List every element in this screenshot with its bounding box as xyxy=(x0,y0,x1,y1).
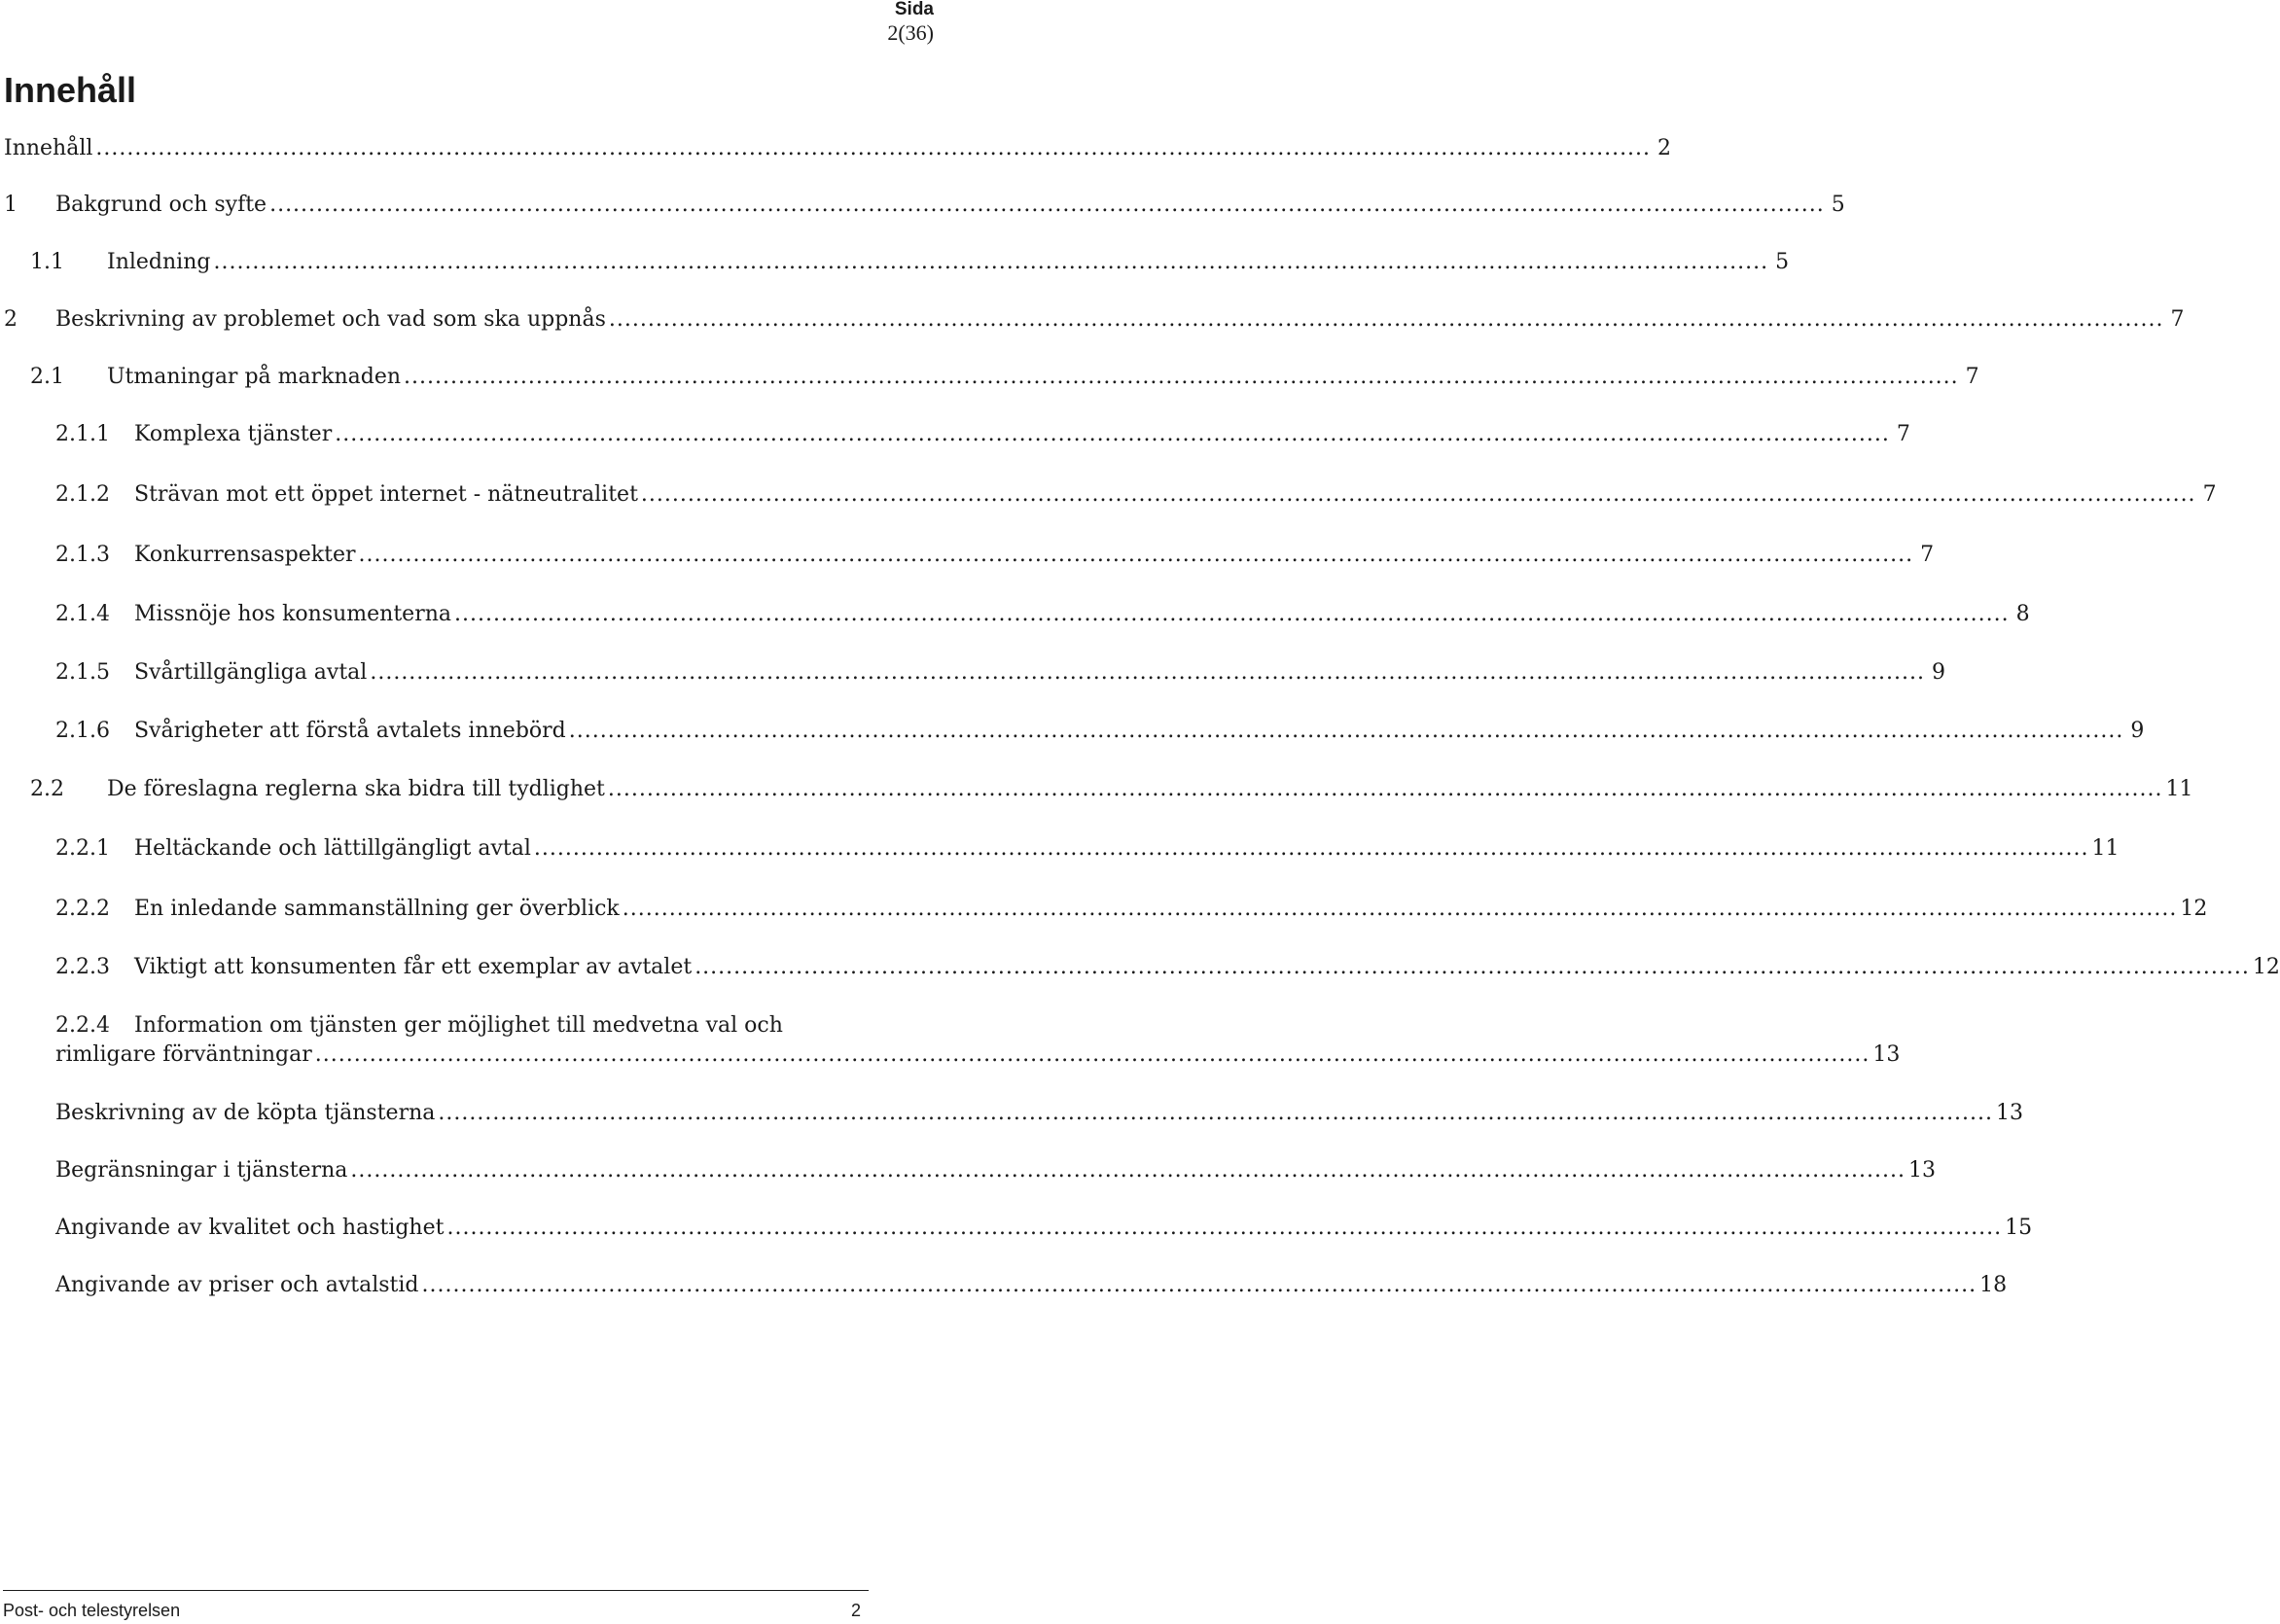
toc-leader-dots: ........................................................................................................................................................................................................ xyxy=(314,1042,1870,1067)
toc-entry-text: Svårtillgängliga avtal xyxy=(134,660,368,685)
toc-leader-dots: ........................................................................................................................................................................................................ xyxy=(454,602,2010,626)
toc-entry-text: Komplexa tjänster xyxy=(134,422,333,446)
toc-leader-dots: ........................................................................................................................................................................................................ xyxy=(350,1158,1906,1183)
toc-entry-text: Innehåll xyxy=(4,136,93,160)
toc-entry-page: 2 xyxy=(1657,136,1672,160)
toc-leader-dots: ........................................................................................................................................................................................................ xyxy=(695,955,2250,979)
toc-entry-text: Svårigheter att förstå avtalets innebörd xyxy=(134,719,566,743)
toc-entry-page: 11 xyxy=(2165,777,2193,801)
toc-entry-number: 1.1 xyxy=(30,250,64,274)
toc-entry-page: 5 xyxy=(1775,250,1790,274)
page-label: Sida xyxy=(894,0,934,19)
toc-entry-text: De föreslagna reglerna ska bidra till tydlighet xyxy=(107,777,605,801)
toc-entry-page: 12 xyxy=(2180,897,2208,921)
toc-entry-number: 2.1.5 xyxy=(55,660,110,685)
toc-leader-dots: ........................................................................................................................................................................................................ xyxy=(95,136,1652,160)
toc-entry-text: Information om tjänsten ger möjlighet till medvetna val och xyxy=(134,1013,783,1038)
toc-entry-number: 2.1.2 xyxy=(55,482,110,507)
toc-entry-page: 13 xyxy=(1996,1101,2024,1125)
toc-entry-page: 5 xyxy=(1831,193,1845,217)
toc-entry-text: Strävan mot ett öppet internet - nätneutralitet xyxy=(134,482,638,507)
page-number: 2(36) xyxy=(887,20,934,45)
toc-leader-dots: ........................................................................................................................................................................................................ xyxy=(213,250,1769,274)
toc-entry-number: 1 xyxy=(4,193,18,217)
toc-entry-page: 18 xyxy=(1979,1273,2008,1297)
toc-leader-dots: ........................................................................................................................................................................................................ xyxy=(269,193,1825,217)
toc-leader-dots: ........................................................................................................................................................................................................ xyxy=(568,719,2124,743)
toc-entry-page: 7 xyxy=(1896,422,1910,446)
toc-entry-text-continuation: rimligare förväntningar xyxy=(55,1042,312,1067)
toc-leader-dots: ........................................................................................................................................................................................................ xyxy=(622,897,2178,921)
toc-entry-text: Utmaningar på marknaden xyxy=(107,365,402,389)
toc-leader-dots: ........................................................................................................................................................................................................ xyxy=(608,307,2164,332)
toc-entry-page: 11 xyxy=(2091,836,2120,861)
toc-entry-page: 8 xyxy=(2015,602,2030,626)
toc-entry-text: Angivande av kvalitet och hastighet xyxy=(55,1216,445,1240)
toc-entry-number: 2 xyxy=(4,307,18,332)
page-title: Innehåll xyxy=(4,70,137,110)
footer-page-number: 2 xyxy=(851,1601,862,1620)
toc-leader-dots: ........................................................................................................................................................................................................ xyxy=(358,543,1914,567)
toc-entry-page: 12 xyxy=(2252,955,2280,979)
toc-leader-dots: ........................................................................................................................................................................................................ xyxy=(370,660,1925,685)
toc-entry-number: 2.1.1 xyxy=(55,422,110,446)
toc-entry-text: Angivande av priser och avtalstid xyxy=(55,1273,419,1297)
toc-entry-page: 7 xyxy=(1965,365,1979,389)
toc-leader-dots: ........................................................................................................................................................................................................ xyxy=(404,365,1959,389)
toc-entry-number: 2.1 xyxy=(30,365,64,389)
toc-leader-dots: ........................................................................................................................................................................................................ xyxy=(640,482,2196,507)
toc-entry-number: 2.2.4 xyxy=(55,1013,110,1038)
toc-entry-number: 2.2.3 xyxy=(55,955,110,979)
toc-entry-text: Bakgrund och syfte xyxy=(55,193,267,217)
toc-entry-text: Konkurrensaspekter xyxy=(134,543,356,567)
toc-entry-text: Viktigt att konsumenten får ett exemplar av avtalet xyxy=(134,955,693,979)
toc-entry-number: 2.2.1 xyxy=(55,836,110,861)
toc-entry-number: 2.2.2 xyxy=(55,897,110,921)
footer-organization: Post- och telestyrelsen xyxy=(3,1601,181,1620)
toc-leader-dots: ........................................................................................................................................................................................................ xyxy=(533,836,2089,861)
toc-entry-number: 2.1.3 xyxy=(55,543,110,567)
toc-leader-dots: ........................................................................................................................................................................................................ xyxy=(421,1273,1977,1297)
toc-leader-dots: ........................................................................................................................................................................................................ xyxy=(335,422,1890,446)
toc-entry-text: Inledning xyxy=(107,250,211,274)
toc-entry-number: 2.1.6 xyxy=(55,719,110,743)
toc-entry-page: 7 xyxy=(2202,482,2217,507)
toc-entry-text: Missnöje hos konsumenterna xyxy=(134,602,452,626)
footer-divider xyxy=(3,1590,869,1591)
toc-entry-text: En inledande sammanställning ger överblick xyxy=(134,897,620,921)
toc-entry-number: 2.1.4 xyxy=(55,602,110,626)
toc-entry-number: 2.2 xyxy=(30,777,64,801)
toc-leader-dots: ........................................................................................................................................................................................................ xyxy=(607,777,2163,801)
toc-entry-page: 15 xyxy=(2005,1216,2033,1240)
toc-entry-text: Begränsningar i tjänsterna xyxy=(55,1158,348,1183)
toc-entry-page: 13 xyxy=(1908,1158,1937,1183)
toc-leader-dots: ........................................................................................................................................................................................................ xyxy=(438,1101,1994,1125)
toc-entry-page: 9 xyxy=(2130,719,2145,743)
toc-entry-page: 7 xyxy=(2170,307,2185,332)
toc-entry-page: 13 xyxy=(1872,1042,1901,1067)
toc-entry-text: Beskrivning av de köpta tjänsterna xyxy=(55,1101,436,1125)
toc-leader-dots: ........................................................................................................................................................................................................ xyxy=(446,1216,2003,1240)
toc-entry-page: 9 xyxy=(1931,660,1945,685)
toc-entry-text: Heltäckande och lättillgängligt avtal xyxy=(134,836,531,861)
toc-entry-page: 7 xyxy=(1920,543,1935,567)
toc-entry-text: Beskrivning av problemet och vad som ska uppnås xyxy=(55,307,606,332)
